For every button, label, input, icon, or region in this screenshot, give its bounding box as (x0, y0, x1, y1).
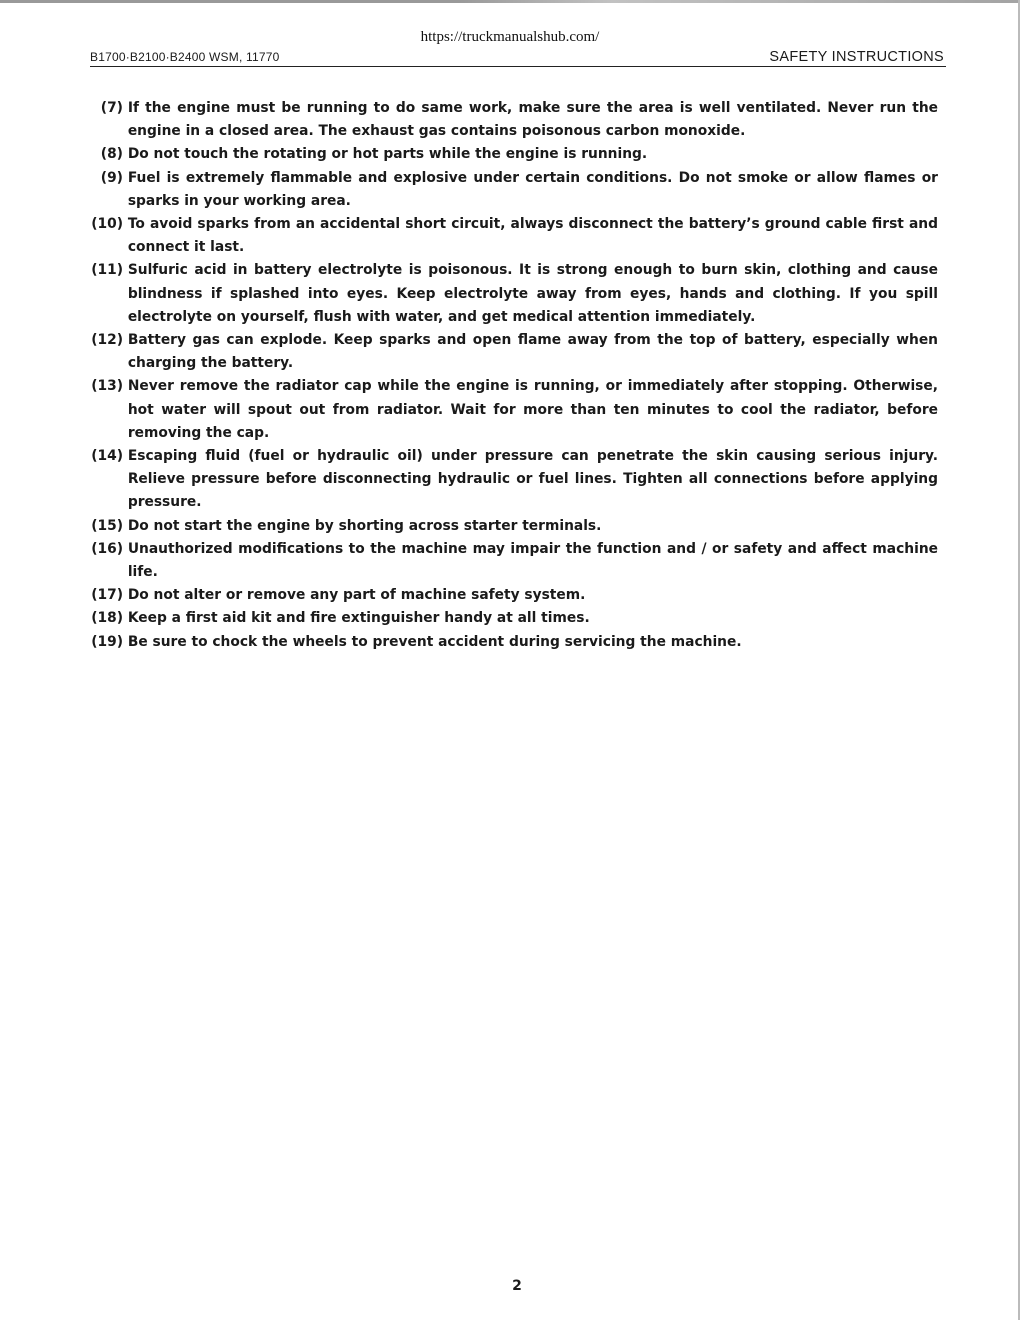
instruction-item (80, 329, 938, 375)
instruction-item (80, 607, 938, 630)
instruction-item (80, 538, 938, 584)
instruction-item (80, 584, 938, 607)
instruction-number: (18) (91, 610, 123, 627)
instruction-text: Do not touch the rotating or hot parts while the engine is running. (127, 146, 648, 163)
instruction-text: Do not start the engine by shorting across starter terminals. (127, 517, 602, 534)
instruction-text: To avoid sparks from an accidental short circuit, always disconnect the battery’s ground cable first and connect it last. (127, 216, 938, 256)
instruction-item (80, 97, 938, 143)
instruction-text: Battery gas can explode. Keep sparks and open flame away from the top of battery, especially when charging the battery. (127, 332, 938, 372)
page-number: 2 (512, 1278, 522, 1294)
source-url: https://truckmanualshub.com/ (420, 29, 600, 45)
instruction-item (80, 259, 938, 329)
instruction-text: Fuel is extremely flammable and explosive under certain conditions. Do not smoke or allow flames or sparks in your working area. (127, 169, 938, 209)
instruction-number: (15) (91, 517, 123, 534)
instruction-text: Keep a first aid kit and fire extinguisher handy at all times. (127, 610, 590, 627)
instruction-number: (7) (100, 100, 123, 116)
safety-instructions-list (80, 97, 938, 654)
instruction-text: Escaping fluid (fuel or hydraulic oil) under pressure can penetrate the skin causing serious injury. Relieve pressure before disconnecting hydraulic or fuel lines. Tighten all connections before applying pressure. (127, 448, 938, 511)
instruction-item (80, 167, 938, 213)
instruction-number: (17) (91, 587, 123, 604)
instruction-number: (14) (91, 448, 123, 465)
instruction-number: (8) (100, 146, 123, 163)
instruction-text: Unauthorized modifications to the machine may impair the function and / or safety and affect machine life. (127, 540, 938, 581)
instruction-number: (19) (91, 633, 123, 650)
instruction-text: Do not alter or remove any part of machine safety system. (127, 587, 586, 604)
scan-edge (0, 0, 1020, 3)
instruction-item (80, 631, 938, 654)
instruction-number: (12) (91, 332, 123, 349)
header-rule (90, 66, 946, 67)
instruction-number: (16) (91, 540, 123, 557)
page-header (90, 46, 944, 66)
instruction-text: Be sure to chock the wheels to prevent accident during servicing the machine. (127, 633, 742, 650)
document-code: B1700·B2100·B2400 WSM, 11770 (90, 50, 280, 64)
instruction-item (80, 445, 938, 515)
instruction-item (80, 375, 938, 445)
section-title: SAFETY INSTRUCTIONS (769, 49, 944, 65)
instruction-text: Never remove the radiator cap while the engine is running, or immediately after stopping. Otherwise, hot water will spout out from radiator. Wait for more than ten minutes to cool the radiator, before removing the cap. (127, 378, 938, 441)
instruction-item (80, 515, 938, 538)
instruction-item (80, 143, 938, 166)
instruction-number: (9) (100, 169, 123, 186)
instruction-number: (11) (91, 262, 123, 279)
instruction-number: (13) (91, 378, 123, 395)
instruction-item (80, 213, 938, 259)
instruction-text: Sulfuric acid in battery electrolyte is poisonous. It is strong enough to burn skin, clothing and cause blindness if splashed into eyes. Keep electrolyte away from eyes, hands and clothing. If you spill electrolyte on yourself, flush with water, and get medical attention immediately. (127, 262, 938, 325)
instruction-number: (10) (91, 216, 123, 233)
instruction-text: If the engine must be running to do same work, make sure the area is well ventilated. Never run the engine in a closed area. The exhaust gas contains poisonous carbon monoxide. (127, 100, 938, 140)
